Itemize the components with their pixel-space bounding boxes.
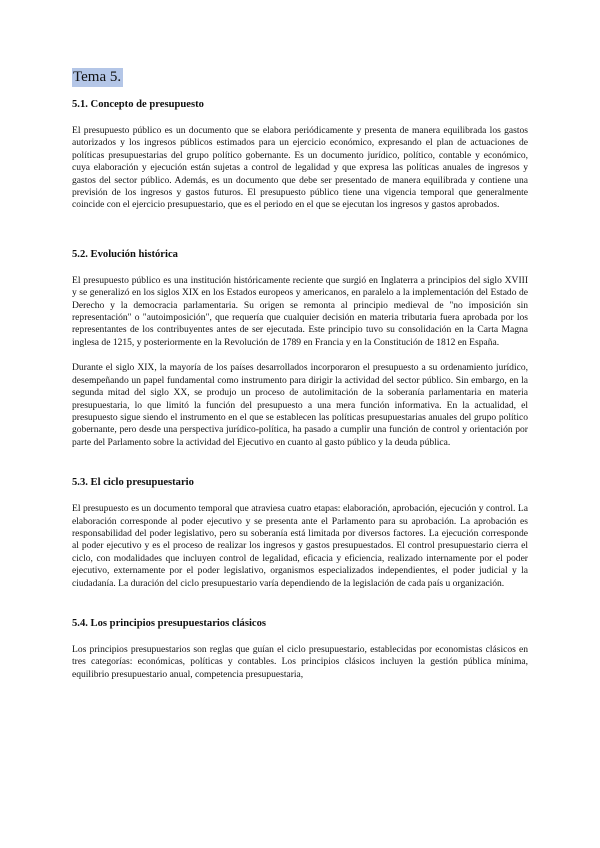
section-heading: 5.3. El ciclo presupuestario	[72, 477, 194, 489]
paragraph: El presupuesto público es una institución históricamente reciente que surgió en Inglaterra a principios del siglo XVIII y se generalizó en los siglos XIX en los Estados europeos y americanos, en paralelo a la implementación del Estado de Derecho y la democracia parlamentaria. Su origen se remonta al principio medieval de "no imposición sin representación" o "autoimposición", que requería que cualquier decisión en materia tributaria fuera aprobada por los representantes de los contribuyentes antes de ser ejecutada. Este principio tuvo su consolidación en la Carta Magna inglesa de 1215, y posteriormente en la Revolución de 1789 en Francia y en la Constitución de 1812 en España.	[72, 274, 528, 348]
document-page	[72, 68, 528, 681]
paragraph: Durante el siglo XIX, la mayoría de los países desarrollados incorporaron el presupuesto a su ordenamiento jurídico, desempeñando un papel fundamental como instrumento para dirigir la actividad del sector público. Sin embargo, en la segunda mitad del siglo XX, se produjo un proceso de autolimitación de la soberanía parlamentaria en materia presupuestaria, lo que limitó la función del presupuesto a una mera función informativa. En la actualidad, el presupuesto sigue siendo el instrumento en el que se establecen las políticas presupuestarias anuales del grupo político gobernante, pero desde una perspectiva jurídico-política, ha pasado a cumplir una función de control y orientación por parte del Parlamento sobre la actividad del Ejecutivo en cuanto al gasto público y la deuda pública.	[72, 362, 528, 448]
paragraph: El presupuesto público es un documento que se elabora periódicamente y presenta de manera equilibrada los gastos autorizados y los ingresos públicos estimados para un ejercicio económico, expresando el plan de actuaciones de políticas presupuestarias del grupo político gobernante. Es un documento jurídico, político, contable y económico, cuya elaboración y ejecución están sujetas a control de legalidad y que expresa las políticas anuales de ingresos y gastos del sector público. Además, es un documento que debe ser presentado de manera equilibrada y contiene una previsión de los ingresos y gastos futuros. El presupuesto público tiene una vigencia temporal que generalmente coincide con el ejercicio presupuestario, que es el periodo en el que se ejecutan los ingresos y gastos aprobados.	[72, 125, 528, 211]
page-title: Tema 5.	[73, 69, 122, 85]
section-5-2	[72, 248, 528, 449]
section-heading: 5.4. Los principios presupuestarios clásicos	[72, 617, 267, 629]
paragraph: El presupuesto es un documento temporal que atraviesa cuatro etapas: elaboración, aprobación, ejecución y control. La elaboración corresponde al poder ejecutivo y se presenta ante el Parlamento para su aprobación. La aprobación es responsabilidad del poder legislativo, pero su soberanía está limitada por diversos factores. La ejecución corresponde al poder ejecutivo y es el proceso de realizar los ingresos y gastos presupuestados. El control presupuestario cierra el ciclo, con modalidades que incluyen control de legalidad, eficacia y eficiencia, realizado internamente por el poder ejecutivo, externamente por el poder legislativo, organismos especializados independientes, el poder judicial y la ciudadanía. La duración del ciclo presupuestario varía dependiendo de la legislación de cada país u organización.	[72, 503, 528, 589]
section-5-3	[72, 476, 528, 590]
paragraph: Los principios presupuestarios son reglas que guían el ciclo presupuestario, establecidas por economistas clásicos en tres categorías: económicas, políticas y contables. Los principios clásicos incluyen la gestión pública mínima, equilibrio presupuestario anual, competencia presupuestaria,	[72, 643, 528, 680]
section-heading: 5.2. Evolución histórica	[72, 248, 178, 260]
section-heading: 5.1. Concepto de presupuesto	[72, 99, 204, 110]
section-5-4	[72, 617, 528, 681]
section-5-1	[72, 98, 528, 212]
